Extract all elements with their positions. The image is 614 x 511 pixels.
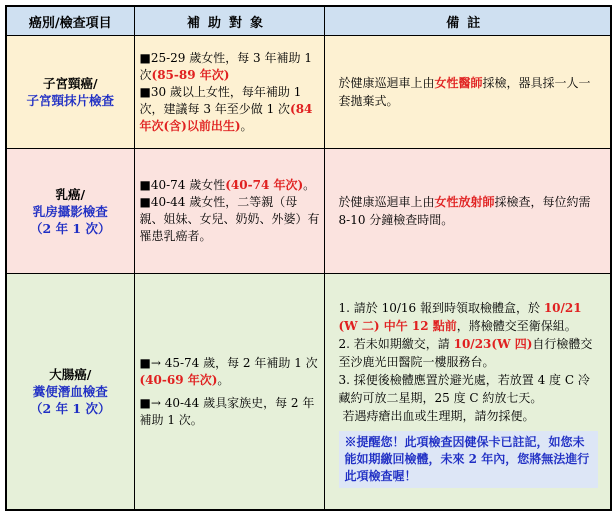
cervical-target-b-suffix: 。 (240, 118, 253, 133)
colorectal-target-a-years: (40-69 年次) (139, 372, 218, 387)
breast-target-a-text: ■40-74 歲女性 (139, 178, 226, 192)
colorectal-note-item-2-deadline: 10/23(W 四) (453, 337, 533, 351)
row-colorectal (6, 274, 611, 511)
colorectal-target-a-text: ■→ 45-74 歲，每 2 年補助 1 次 (139, 355, 318, 370)
colorectal-note-item-1-num: 1. (338, 301, 350, 315)
cervical-note-highlight: 女性醫師 (434, 76, 483, 90)
colorectal-note-item-1-suffix: ，將檢體交至衛保組。 (456, 319, 577, 333)
colorectal-target-cell (134, 274, 324, 511)
colorectal-note-item-1 (339, 299, 599, 335)
cervical-target-a (140, 50, 320, 84)
colorectal-name-cell (6, 274, 134, 511)
cervical-target-b-text: ■30 歲以上女性，每年補助 1 次，建議每 3 年至少做 1 次 (139, 84, 302, 116)
cervical-note-prefix: 於健康巡迴車上由 (338, 76, 435, 90)
colorectal-note-item-2-suffix: 自行檢體交至沙鹿光田醫院一樓服務台。 (338, 337, 593, 369)
breast-frequency: （2 年 1 次） (30, 220, 111, 236)
breast-target-a (140, 177, 320, 194)
breast-name: 乳癌/ (55, 186, 86, 202)
colorectal-target-a-suffix: 。 (217, 372, 230, 387)
cervical-note-suffix: 採檢，器具採一人一套拋棄式。 (338, 76, 591, 108)
colorectal-target-a (140, 355, 320, 389)
colorectal-frequency: （2 年 1 次） (30, 401, 111, 416)
breast-note-cell (324, 149, 611, 274)
colorectal-note-item-2-text: 若未如期繳交，請 (353, 337, 454, 351)
cervical-name-cell (6, 36, 134, 149)
colorectal-target-b: ■→ 40-44 歲具家族史，每 2 年補助 1 次。 (139, 395, 315, 427)
colorectal-note-item-3 (339, 371, 599, 407)
colorectal-note-item-2 (339, 335, 599, 371)
colorectal-note-item-2-num: 2. (338, 337, 350, 351)
colorectal-alert: ※提醒您！此項檢查因健保卡已註記，如您未能如期繳回檢體，未來 2 年內，您將無法進行此項檢查喔！ (339, 431, 599, 488)
cervical-target-cell (134, 36, 324, 149)
breast-target-a-years: (40-74 年次) (225, 178, 304, 192)
breast-target-b: ■40-44 歲女性，二等親（母親、姐妹、女兒、奶奶、外婆）有罹患乳癌者。 (139, 195, 320, 243)
colorectal-note-item-1-text: 請於 10/16 報到時領取檢體盒，於 (353, 301, 544, 315)
header-target: 補助對象 (134, 6, 324, 36)
header-row (6, 6, 611, 36)
colorectal-test-name: 糞便潛血檢查 (32, 384, 108, 399)
screening-table (5, 5, 612, 511)
colorectal-note-item-4: 若遇痔瘡出血或生理期，請勿採便。 (342, 409, 535, 423)
colorectal-note-item-3-num: 3. (338, 373, 350, 387)
colorectal-name: 大腸癌/ (49, 367, 92, 382)
breast-target-a-suffix: 。 (303, 178, 316, 192)
colorectal-note-item-3-text: 採便後檢體應置於避光處，若放置 4 度 C 冷藏約可放二星期，25 度 C 約放七天。 (338, 373, 590, 405)
breast-target-cell (134, 149, 324, 274)
breast-name-cell (6, 149, 134, 274)
header-notes: 備註 (324, 6, 611, 36)
breast-test-name: 乳房攝影檢查 (32, 203, 108, 219)
cervical-target-a-years: (85-89 年次) (151, 67, 230, 82)
colorectal-note-cell (324, 274, 611, 511)
colorectal-note-item-1-deadline: 10/21 (W 二) 中午 12 點前 (338, 301, 582, 333)
cervical-target-b (140, 84, 320, 135)
cervical-target-a-text: ■25-29 歲女性，每 3 年補助 1 次 (139, 50, 312, 82)
cervical-test-name: 子宮頸抹片檢查 (26, 93, 114, 108)
cervical-name: 子宮頸癌/ (42, 76, 98, 91)
breast-note-prefix: 於健康巡迴車上由 (338, 195, 435, 209)
cervical-note-cell (324, 36, 611, 149)
row-cervical (6, 36, 611, 149)
row-breast (6, 149, 611, 274)
header-cancer-type: 癌別/檢查項目 (6, 6, 134, 36)
cervical-target-b-years: (84 年次(含)以前出生) (139, 101, 313, 133)
breast-note-highlight: 女性放射師 (434, 195, 495, 209)
breast-note-suffix: 採檢查，每位約需 8-10 分鐘檢查時間。 (338, 195, 591, 227)
